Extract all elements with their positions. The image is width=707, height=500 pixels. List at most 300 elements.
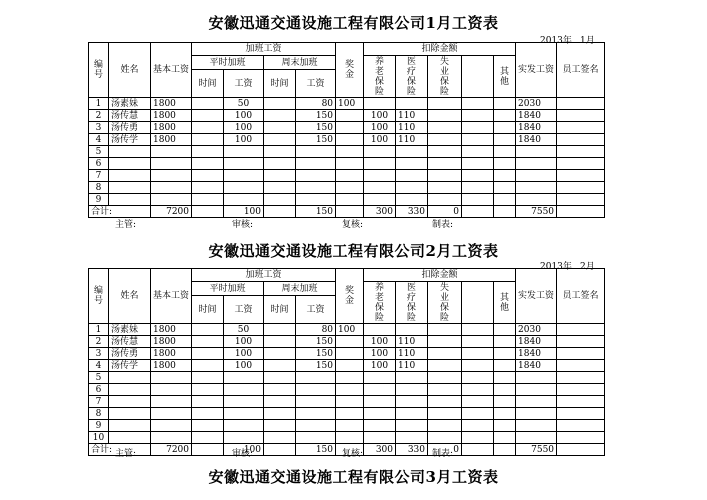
row-signature <box>557 158 605 170</box>
header-deductions: 扣除金额 <box>364 43 516 56</box>
header-overtime: 加班工资 <box>192 269 336 282</box>
row-medical: 110 <box>396 360 428 372</box>
row-blank <box>462 324 494 336</box>
row-base-wage: 1800 <box>151 122 192 134</box>
row-blank <box>462 146 494 158</box>
row-blank <box>462 170 494 182</box>
date-year: 2013年 <box>540 262 572 272</box>
total-weekend-time <box>264 444 296 456</box>
row-blank <box>462 194 494 206</box>
row-unemployment <box>428 396 462 408</box>
row-weekend-time <box>264 98 296 110</box>
row-bonus <box>336 336 364 348</box>
row-other <box>494 122 516 134</box>
row-base-wage <box>151 396 192 408</box>
header-bonus: 奖 金 <box>336 269 364 324</box>
row-pension <box>364 98 396 110</box>
row-signature <box>557 122 605 134</box>
row-name <box>109 182 151 194</box>
total-label: 合计: <box>89 206 151 218</box>
row-unemployment <box>428 170 462 182</box>
total-medical: 330 <box>396 206 428 218</box>
row-unemployment <box>428 194 462 206</box>
row-weekend-wage <box>296 420 336 432</box>
row-medical <box>396 324 428 336</box>
row-name <box>109 420 151 432</box>
total-pension: 300 <box>364 206 396 218</box>
total-actual-pay: 7550 <box>516 206 557 218</box>
row-signature <box>557 98 605 110</box>
header-deductions: 扣除金额 <box>364 269 516 282</box>
row-bonus: 100 <box>336 324 364 336</box>
table-row <box>89 110 605 122</box>
row-medical <box>396 420 428 432</box>
row-name <box>109 194 151 206</box>
row-blank <box>462 408 494 420</box>
row-pension <box>364 396 396 408</box>
row-other <box>494 396 516 408</box>
header-medical: 医 疗 保 险 <box>396 282 428 324</box>
row-weekend-time <box>264 408 296 420</box>
row-signature <box>557 372 605 384</box>
row-weekday-wage <box>224 194 264 206</box>
row-weekday-time <box>192 324 224 336</box>
row-weekday-time <box>192 158 224 170</box>
row-no: 6 <box>89 158 109 170</box>
row-bonus <box>336 182 364 194</box>
row-weekday-wage <box>224 146 264 158</box>
total-base-wage: 7200 <box>151 206 192 218</box>
row-weekday-wage <box>224 396 264 408</box>
row-no: 2 <box>89 336 109 348</box>
row-base-wage <box>151 408 192 420</box>
header-other: 其 他 <box>494 282 516 324</box>
row-weekday-time <box>192 372 224 384</box>
date-month: 1月 <box>580 36 595 46</box>
row-base-wage <box>151 170 192 182</box>
footer-manager: 主管: <box>115 449 137 459</box>
row-medical <box>396 182 428 194</box>
header-name: 姓名 <box>109 269 151 324</box>
header-weekday-time: 时间 <box>192 296 224 324</box>
row-bonus <box>336 360 364 372</box>
row-weekday-wage: 100 <box>224 110 264 122</box>
row-other <box>494 372 516 384</box>
row-medical: 110 <box>396 110 428 122</box>
row-medical <box>396 98 428 110</box>
row-bonus <box>336 408 364 420</box>
row-weekend-time <box>264 194 296 206</box>
row-weekday-wage <box>224 408 264 420</box>
table-row <box>89 384 605 396</box>
total-medical: 330 <box>396 444 428 456</box>
row-no: 5 <box>89 146 109 158</box>
row-actual-pay <box>516 158 557 170</box>
row-blank <box>462 134 494 146</box>
row-name <box>109 384 151 396</box>
row-base-wage <box>151 432 192 444</box>
row-weekday-time <box>192 98 224 110</box>
header-blank <box>462 282 494 324</box>
total-weekday-time <box>192 444 224 456</box>
row-blank <box>462 360 494 372</box>
row-weekend-time <box>264 336 296 348</box>
row-other <box>494 182 516 194</box>
row-weekday-time <box>192 122 224 134</box>
row-weekend-wage: 150 <box>296 336 336 348</box>
row-weekday-wage <box>224 158 264 170</box>
row-unemployment <box>428 182 462 194</box>
row-bonus <box>336 170 364 182</box>
header-actual-pay: 实发工资 <box>516 43 557 98</box>
row-other <box>494 348 516 360</box>
row-weekend-wage: 150 <box>296 360 336 372</box>
row-weekend-wage: 150 <box>296 348 336 360</box>
row-weekday-wage: 100 <box>224 134 264 146</box>
row-unemployment <box>428 158 462 170</box>
row-weekend-wage: 150 <box>296 122 336 134</box>
header-weekday-time: 时间 <box>192 70 224 98</box>
row-signature <box>557 324 605 336</box>
row-weekday-time <box>192 134 224 146</box>
row-name <box>109 408 151 420</box>
header-medical: 医 疗 保 险 <box>396 56 428 98</box>
row-weekend-time <box>264 360 296 372</box>
row-weekend-wage: 80 <box>296 324 336 336</box>
table-row <box>89 182 605 194</box>
footer-preparer: 制表: <box>432 449 454 459</box>
table-row <box>89 360 605 372</box>
row-base-wage <box>151 384 192 396</box>
row-actual-pay: 2030 <box>516 324 557 336</box>
row-actual-pay: 1840 <box>516 360 557 372</box>
row-weekend-time <box>264 158 296 170</box>
table-row <box>89 122 605 134</box>
row-weekday-time <box>192 146 224 158</box>
row-blank <box>462 110 494 122</box>
footer-manager: 主管: <box>115 220 137 230</box>
row-unemployment <box>428 408 462 420</box>
row-actual-pay: 2030 <box>516 98 557 110</box>
row-blank <box>462 432 494 444</box>
row-pension <box>364 384 396 396</box>
table-row <box>89 348 605 360</box>
row-weekday-time <box>192 182 224 194</box>
row-weekend-wage <box>296 146 336 158</box>
row-weekday-wage <box>224 384 264 396</box>
sheet-title: 安徽迅通交通设施工程有限公司1月工资表 <box>208 14 499 32</box>
total-row <box>89 206 605 218</box>
row-no: 4 <box>89 134 109 146</box>
row-unemployment <box>428 432 462 444</box>
row-weekday-wage: 50 <box>224 324 264 336</box>
row-blank <box>462 158 494 170</box>
row-pension <box>364 420 396 432</box>
row-weekday-time <box>192 408 224 420</box>
row-medical <box>396 170 428 182</box>
row-weekday-time <box>192 110 224 122</box>
row-blank <box>462 420 494 432</box>
row-name <box>109 396 151 408</box>
row-weekend-wage <box>296 182 336 194</box>
row-weekday-wage: 100 <box>224 122 264 134</box>
row-unemployment <box>428 348 462 360</box>
row-blank <box>462 98 494 110</box>
row-medical <box>396 432 428 444</box>
row-other <box>494 110 516 122</box>
row-bonus <box>336 146 364 158</box>
row-other <box>494 336 516 348</box>
row-signature <box>557 336 605 348</box>
row-actual-pay <box>516 182 557 194</box>
row-base-wage: 1800 <box>151 110 192 122</box>
table-row <box>89 396 605 408</box>
row-weekday-time <box>192 432 224 444</box>
footer-reviewer: 审核: <box>232 220 254 230</box>
header-overtime: 加班工资 <box>192 43 336 56</box>
row-base-wage <box>151 146 192 158</box>
header-pension: 养 老 保 险 <box>364 282 396 324</box>
row-weekend-time <box>264 396 296 408</box>
row-weekday-wage: 100 <box>224 360 264 372</box>
row-base-wage <box>151 372 192 384</box>
total-blank <box>462 206 494 218</box>
table-row <box>89 420 605 432</box>
row-other <box>494 170 516 182</box>
total-other <box>494 206 516 218</box>
row-other <box>494 420 516 432</box>
row-no: 6 <box>89 384 109 396</box>
row-other <box>494 408 516 420</box>
row-bonus <box>336 110 364 122</box>
header-base-wage: 基本工资 <box>151 43 192 98</box>
row-actual-pay <box>516 170 557 182</box>
row-weekend-wage: 80 <box>296 98 336 110</box>
row-base-wage: 1800 <box>151 360 192 372</box>
row-actual-pay <box>516 408 557 420</box>
row-actual-pay <box>516 146 557 158</box>
row-weekday-wage: 100 <box>224 348 264 360</box>
row-actual-pay <box>516 432 557 444</box>
row-signature <box>557 110 605 122</box>
row-bonus <box>336 372 364 384</box>
row-no: 10 <box>89 432 109 444</box>
footer-preparer: 制表: <box>432 220 454 230</box>
row-weekend-time <box>264 170 296 182</box>
row-bonus <box>336 194 364 206</box>
row-actual-pay <box>516 384 557 396</box>
total-other <box>494 444 516 456</box>
row-name: 汤传勇 <box>109 348 151 360</box>
row-unemployment <box>428 372 462 384</box>
header-actual-pay: 实发工资 <box>516 269 557 324</box>
row-pension <box>364 408 396 420</box>
row-unemployment <box>428 360 462 372</box>
total-weekday-wage: 100 <box>224 444 264 456</box>
row-weekday-wage: 50 <box>224 98 264 110</box>
row-weekend-time <box>264 146 296 158</box>
row-weekend-time <box>264 372 296 384</box>
row-actual-pay: 1840 <box>516 336 557 348</box>
table-row <box>89 408 605 420</box>
header-other: 其 他 <box>494 56 516 98</box>
header-pension: 养 老 保 险 <box>364 56 396 98</box>
row-weekend-time <box>264 110 296 122</box>
row-blank <box>462 336 494 348</box>
row-no: 4 <box>89 360 109 372</box>
row-weekend-time <box>264 122 296 134</box>
row-weekday-time <box>192 170 224 182</box>
row-weekday-time <box>192 336 224 348</box>
row-weekday-time <box>192 348 224 360</box>
total-signature <box>557 206 605 218</box>
row-weekday-wage <box>224 182 264 194</box>
row-signature <box>557 432 605 444</box>
row-base-wage <box>151 420 192 432</box>
row-weekend-time <box>264 348 296 360</box>
row-pension <box>364 146 396 158</box>
row-name: 汤素妹 <box>109 98 151 110</box>
row-actual-pay <box>516 396 557 408</box>
row-pension: 100 <box>364 134 396 146</box>
header-weekday-overtime: 平时加班 <box>192 282 264 296</box>
row-medical <box>396 372 428 384</box>
row-pension <box>364 194 396 206</box>
row-no: 8 <box>89 408 109 420</box>
row-actual-pay: 1840 <box>516 348 557 360</box>
header-weekend-overtime: 周末加班 <box>264 56 336 70</box>
row-unemployment <box>428 134 462 146</box>
date-month: 2月 <box>580 262 595 272</box>
row-weekend-wage: 150 <box>296 134 336 146</box>
row-bonus <box>336 396 364 408</box>
row-unemployment <box>428 122 462 134</box>
total-label: 合计: <box>89 444 151 456</box>
table-row <box>89 194 605 206</box>
row-name <box>109 372 151 384</box>
row-pension <box>364 158 396 170</box>
row-pension: 100 <box>364 348 396 360</box>
row-weekend-time <box>264 182 296 194</box>
total-weekday-time <box>192 206 224 218</box>
row-no: 9 <box>89 420 109 432</box>
row-weekend-time <box>264 134 296 146</box>
row-unemployment <box>428 98 462 110</box>
header-bonus: 奖 金 <box>336 43 364 98</box>
row-weekday-wage <box>224 420 264 432</box>
row-weekday-time <box>192 384 224 396</box>
row-bonus: 100 <box>336 98 364 110</box>
row-medical: 110 <box>396 122 428 134</box>
row-medical: 110 <box>396 348 428 360</box>
footer-checker: 复核: <box>342 449 364 459</box>
header-weekend-wage: 工资 <box>296 296 336 324</box>
date-year: 2013年 <box>540 36 572 46</box>
row-base-wage: 1800 <box>151 134 192 146</box>
row-signature <box>557 134 605 146</box>
row-base-wage: 1800 <box>151 98 192 110</box>
table-row <box>89 170 605 182</box>
row-other <box>494 384 516 396</box>
total-base-wage: 7200 <box>151 444 192 456</box>
row-base-wage: 1800 <box>151 336 192 348</box>
row-pension: 100 <box>364 360 396 372</box>
payroll-table <box>88 42 605 218</box>
row-weekend-time <box>264 384 296 396</box>
row-actual-pay <box>516 372 557 384</box>
row-weekday-wage: 100 <box>224 336 264 348</box>
header-weekend-time: 时间 <box>264 70 296 98</box>
header-no: 编 号 <box>89 43 109 98</box>
row-medical: 110 <box>396 336 428 348</box>
row-weekend-wage <box>296 372 336 384</box>
row-no: 7 <box>89 396 109 408</box>
footer-reviewer: 审核: <box>232 449 254 459</box>
row-other <box>494 98 516 110</box>
row-weekend-wage <box>296 194 336 206</box>
row-unemployment <box>428 336 462 348</box>
row-name: 汤传学 <box>109 134 151 146</box>
row-pension <box>364 372 396 384</box>
row-bonus <box>336 348 364 360</box>
row-signature <box>557 420 605 432</box>
footer-checker: 复核: <box>342 220 364 230</box>
row-pension <box>364 182 396 194</box>
row-actual-pay <box>516 420 557 432</box>
row-pension <box>364 170 396 182</box>
row-pension <box>364 324 396 336</box>
row-name: 汤传勇 <box>109 122 151 134</box>
table-row <box>89 432 605 444</box>
row-actual-pay: 1840 <box>516 134 557 146</box>
row-pension: 100 <box>364 336 396 348</box>
row-name: 汤传慧 <box>109 336 151 348</box>
table-row <box>89 134 605 146</box>
row-no: 3 <box>89 348 109 360</box>
header-signature: 员工签名 <box>557 43 605 98</box>
row-no: 7 <box>89 170 109 182</box>
row-weekend-wage <box>296 170 336 182</box>
row-weekday-time <box>192 360 224 372</box>
row-other <box>494 194 516 206</box>
row-medical <box>396 146 428 158</box>
row-signature <box>557 146 605 158</box>
table-row <box>89 98 605 110</box>
header-no: 编 号 <box>89 269 109 324</box>
row-blank <box>462 182 494 194</box>
total-weekend-wage: 150 <box>296 444 336 456</box>
row-no: 5 <box>89 372 109 384</box>
row-base-wage <box>151 182 192 194</box>
row-name <box>109 170 151 182</box>
row-no: 1 <box>89 98 109 110</box>
total-unemployment: 0 <box>428 206 462 218</box>
row-base-wage: 1800 <box>151 348 192 360</box>
row-blank <box>462 348 494 360</box>
payroll-table <box>88 268 605 456</box>
row-blank <box>462 384 494 396</box>
row-signature <box>557 348 605 360</box>
row-no: 2 <box>89 110 109 122</box>
row-unemployment <box>428 324 462 336</box>
total-weekend-wage: 150 <box>296 206 336 218</box>
row-actual-pay: 1840 <box>516 110 557 122</box>
row-signature <box>557 170 605 182</box>
row-bonus <box>336 134 364 146</box>
row-weekday-wage <box>224 170 264 182</box>
row-weekend-wage: 150 <box>296 110 336 122</box>
table-row <box>89 372 605 384</box>
